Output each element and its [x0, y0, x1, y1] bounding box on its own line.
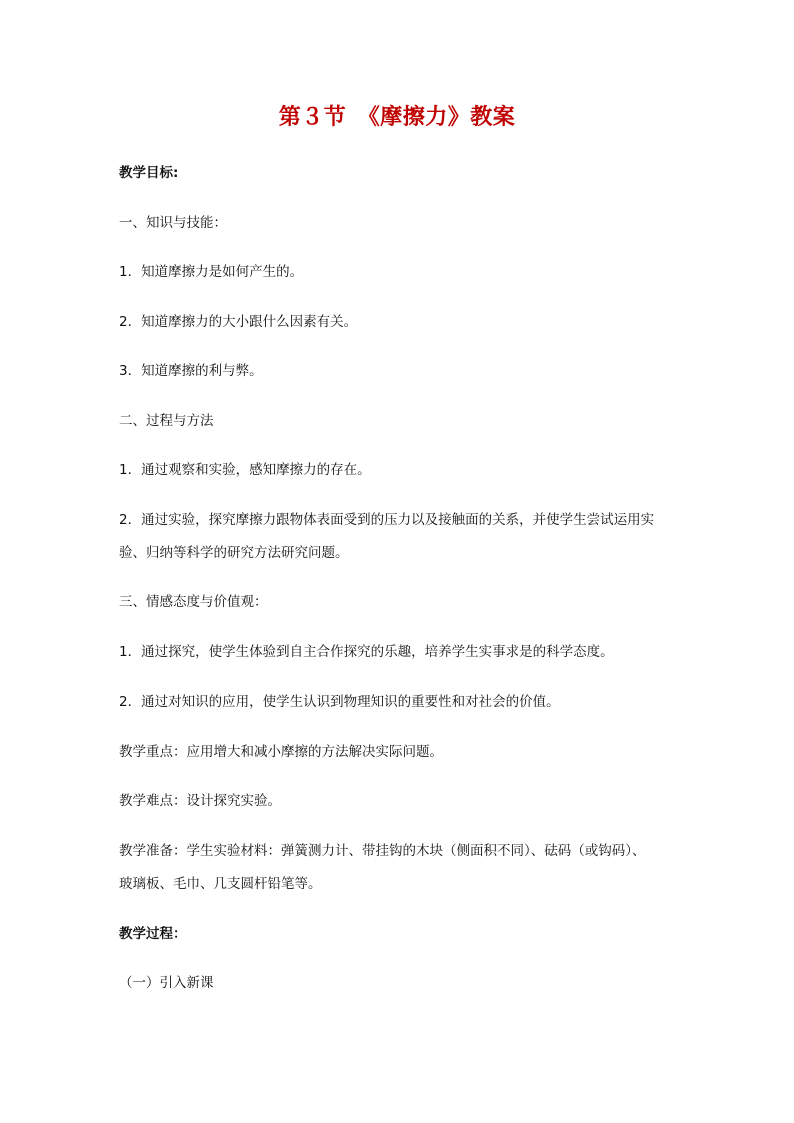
subheading-introduce-lesson: （一）引入新课 [119, 975, 214, 991]
subheading-knowledge-skills: 一、知识与技能： [119, 215, 227, 231]
list-item: 1．通过观察和实验，感知摩擦力的存在。 [119, 462, 371, 478]
section-heading-teaching-process: 教学过程： [119, 926, 187, 942]
teaching-focus: 教学重点：应用增大和减小摩擦的方法解决实际问题。 [119, 744, 443, 760]
subheading-process-method: 二、过程与方法 [119, 413, 214, 429]
list-item: 3．知道摩擦的利与弊。 [119, 363, 263, 379]
list-item: 1．知道摩擦力是如何产生的。 [119, 264, 304, 280]
list-item: 2．知道摩擦力的大小跟什么因素有关。 [119, 314, 358, 330]
list-item: 1．通过探究，使学生体验到自主合作探究的乐趣，培养学生实事求是的科学态度。 [119, 644, 614, 660]
teaching-preparation-continuation: 玻璃板、毛巾、几支圆杆铅笔等。 [119, 876, 322, 892]
teaching-preparation: 教学准备：学生实验材料：弹簧测力计、带挂钩的木块（侧面积不同）、砝码（或钩码）、 [119, 843, 646, 859]
document-title: 第３节 《摩擦力》教案 [278, 104, 516, 130]
list-item-continuation: 验、归纳等科学的研究方法研究问题。 [119, 545, 349, 561]
subheading-attitude-values: 三、情感态度与价值观： [119, 594, 268, 610]
section-heading-teaching-goals: 教学目标: [119, 165, 179, 181]
list-item: 2．通过实验，探究摩擦力跟物体表面受到的压力以及接触面的关系，并使学生尝试运用实 [119, 512, 655, 528]
list-item: 2．通过对知识的应用，使学生认识到物理知识的重要性和对社会的价值。 [119, 694, 560, 710]
teaching-difficulty: 教学难点：设计探究实验。 [119, 793, 281, 809]
